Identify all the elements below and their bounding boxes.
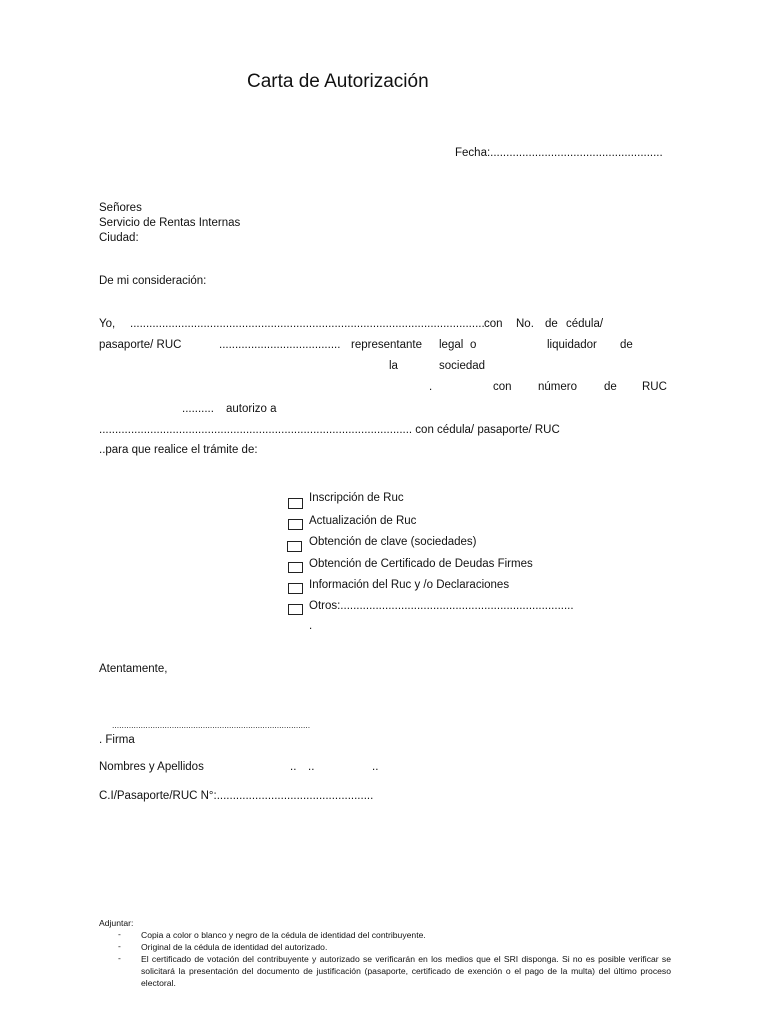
document-title: Carta de Autorización [247, 71, 429, 92]
attachments-heading: Adjuntar: [99, 918, 134, 928]
body-cedula: cédula/ [566, 318, 604, 330]
body-no: No. [516, 318, 534, 330]
body-pasaporte-ruc: pasaporte/ RUC [99, 339, 182, 351]
body-rep-dots: ...................................... [219, 339, 341, 351]
body-numero: número [538, 381, 577, 393]
attachment-item: El certificado de votación del contribuyente y autorizado se verificarán en los medios que el SRI disponga. Si no es posible verificar se solicitará la presentación del documento de justificación (pasaporte, certificado de exención o el pago de la multa) del último proceso electoral. [141, 954, 671, 988]
addressee-line-3: Ciudad: [99, 232, 139, 244]
checkbox-certificado-deudas[interactable] [288, 562, 303, 573]
names-dots-2: .. [308, 761, 315, 773]
option-label: Información del Ruc y /o Declaraciones [309, 579, 510, 591]
body-tramite: ..para que realice el trámite de: [99, 444, 258, 456]
body-legal: legal [439, 339, 464, 351]
closing: Atentamente, [99, 663, 168, 675]
date-field: Fecha:...................................................... [455, 147, 663, 159]
body-de-2: de [620, 339, 633, 351]
id-field: C.I/Pasaporte/RUC N°:................................................. [99, 790, 374, 802]
body-de: de [545, 318, 558, 330]
option-label: Otros:......................................................................... [309, 600, 574, 612]
body-sociedad: sociedad [439, 360, 486, 372]
body-period: . [429, 381, 433, 393]
option-label: Inscripción de Ruc [309, 492, 404, 504]
body-autorizo: autorizo a [226, 403, 277, 415]
attachment-item: Copia a color o blanco y negro de la cédula de identidad del contribuyente. [141, 930, 426, 940]
body-con-2: con [493, 381, 512, 393]
body-la: la [389, 360, 398, 372]
names-dots-3: .. [372, 761, 379, 773]
body-de-3: de [604, 381, 617, 393]
signature-line: ................................................................................... [112, 720, 311, 730]
checkbox-inscripcion-ruc[interactable] [288, 498, 303, 509]
body-short-dots: .......... [182, 403, 214, 415]
signature-firma: . Firma [99, 734, 135, 746]
body-person-dots: .................................................................................................. con cédula/ pasaporte/ RUC [99, 424, 560, 436]
addressee-line-1: Señores [99, 202, 142, 214]
bullet-dash: - [118, 929, 121, 939]
body-liquidador: liquidador [547, 339, 597, 351]
bullet-dash: - [118, 953, 121, 963]
body-o: o [470, 339, 477, 351]
body-name-dots: ............................................................................................................... [130, 318, 485, 330]
checkbox-actualizacion-ruc[interactable] [288, 519, 303, 530]
body-ruc: RUC [642, 381, 667, 393]
bullet-dash: - [118, 941, 121, 951]
option-label: Obtención de Certificado de Deudas Firmes [309, 558, 533, 570]
addressee-line-2: Servicio de Rentas Internas [99, 217, 241, 229]
checkbox-obtencion-clave[interactable] [287, 541, 302, 552]
names-label: Nombres y Apellidos [99, 761, 204, 773]
option-label: Actualización de Ruc [309, 515, 417, 527]
greeting: De mi consideración: [99, 275, 207, 287]
options-tail: . [309, 620, 313, 632]
option-label: Obtención de clave (sociedades) [309, 536, 477, 548]
body-yo: Yo, [99, 318, 116, 330]
checkbox-informacion-ruc[interactable] [288, 583, 303, 594]
body-representante: representante [351, 339, 422, 351]
names-dots-1: .. [290, 761, 297, 773]
body-con: con [484, 318, 503, 330]
attachment-item: Original de la cédula de identidad del autorizado. [141, 942, 328, 952]
checkbox-otros[interactable] [288, 604, 303, 615]
